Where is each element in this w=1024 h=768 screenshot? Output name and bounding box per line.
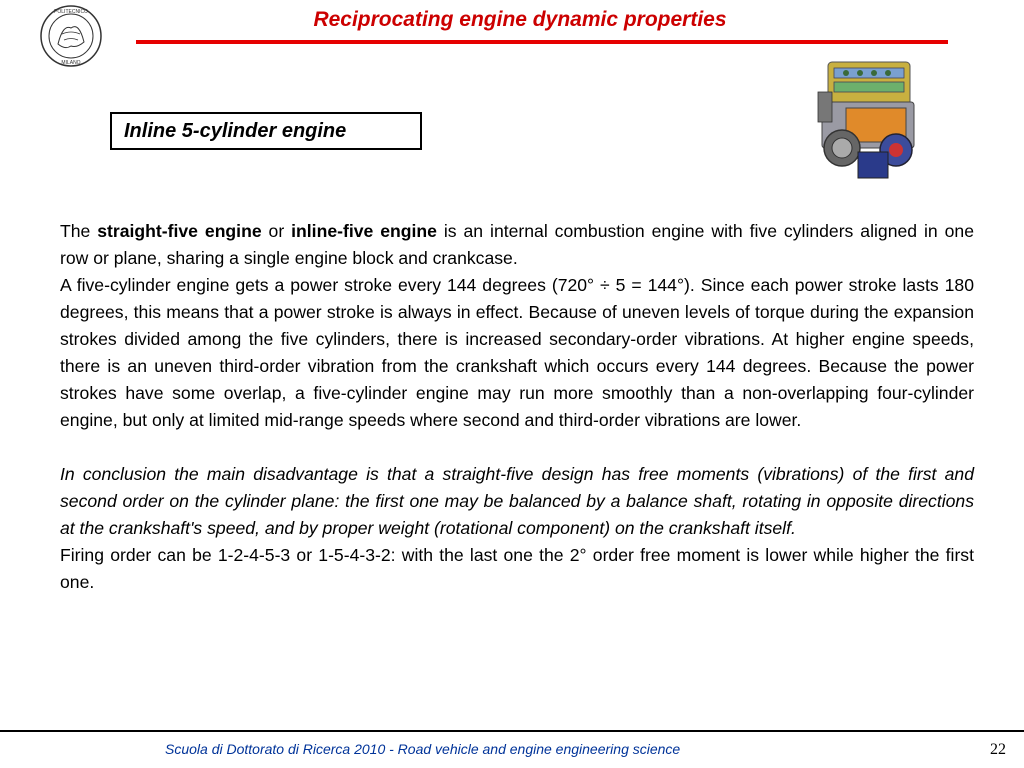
paragraph-firing-order: Firing order can be 1-2-4-5-3 or 1-5-4-3-2: with the last one the 2° order free moment is lower while higher the first one.: [60, 545, 974, 592]
engine-illustration: [806, 52, 934, 186]
paragraph-definition: [60, 218, 974, 272]
bold-term: straight-five engine: [97, 221, 262, 241]
paragraph-text: or: [261, 221, 292, 241]
paragraph-conclusion: In conclusion the main disadvantage is that a straight-five design has free moments (vibrations) of the first and second order on the cylinder plane: the first one may be balanced by a balance shaft, rotating in opposite directions at the crankshaft's speed, and by proper weight (rotational component) on the crankshaft itself.: [60, 464, 974, 538]
svg-text:MILANO: MILANO: [61, 60, 81, 66]
section-label-box: Inline 5-cylinder engine: [110, 112, 422, 150]
paragraph-spacer: [60, 434, 974, 461]
svg-text:POLITECNICO: POLITECNICO: [54, 9, 88, 15]
body-text: [60, 218, 974, 596]
politecnico-logo: [30, 4, 112, 68]
paragraph-power-stroke: A five-cylinder engine gets a power stroke every 144 degrees (720° ÷ 5 = 144°). Since each power stroke lasts 180 degrees, this means that a power stroke is always in effect. Because of uneven levels of torque during the expansion strokes divided among the five cylinders, there is increased secondary-order vibrations. At higher engine speeds, there is an uneven third-order vibration from the crankshaft which occurs every 144 degrees. Because the power strokes have some overlap, a five-cylinder engine may run more smoothly than a non-overlapping four-cylinder engine, but only at limited mid-range speeds where second and third-order vibrations are lower.: [60, 275, 974, 430]
title-underline: [136, 40, 948, 44]
paragraph-text: The: [60, 221, 98, 241]
footer-rule: [0, 730, 1024, 732]
paragraph-text: is an internal combustion engine with five cylinders aligned in one row or plane, sharing a single engine block and crankcase.: [60, 221, 974, 268]
footer-text: Scuola di Dottorato di Ricerca 2010 - Road vehicle and engine engineering science: [165, 741, 681, 757]
page-number: 22: [990, 741, 1006, 758]
slide-title: Reciprocating engine dynamic properties: [313, 8, 727, 31]
bold-term: inline-five engine: [291, 221, 437, 241]
